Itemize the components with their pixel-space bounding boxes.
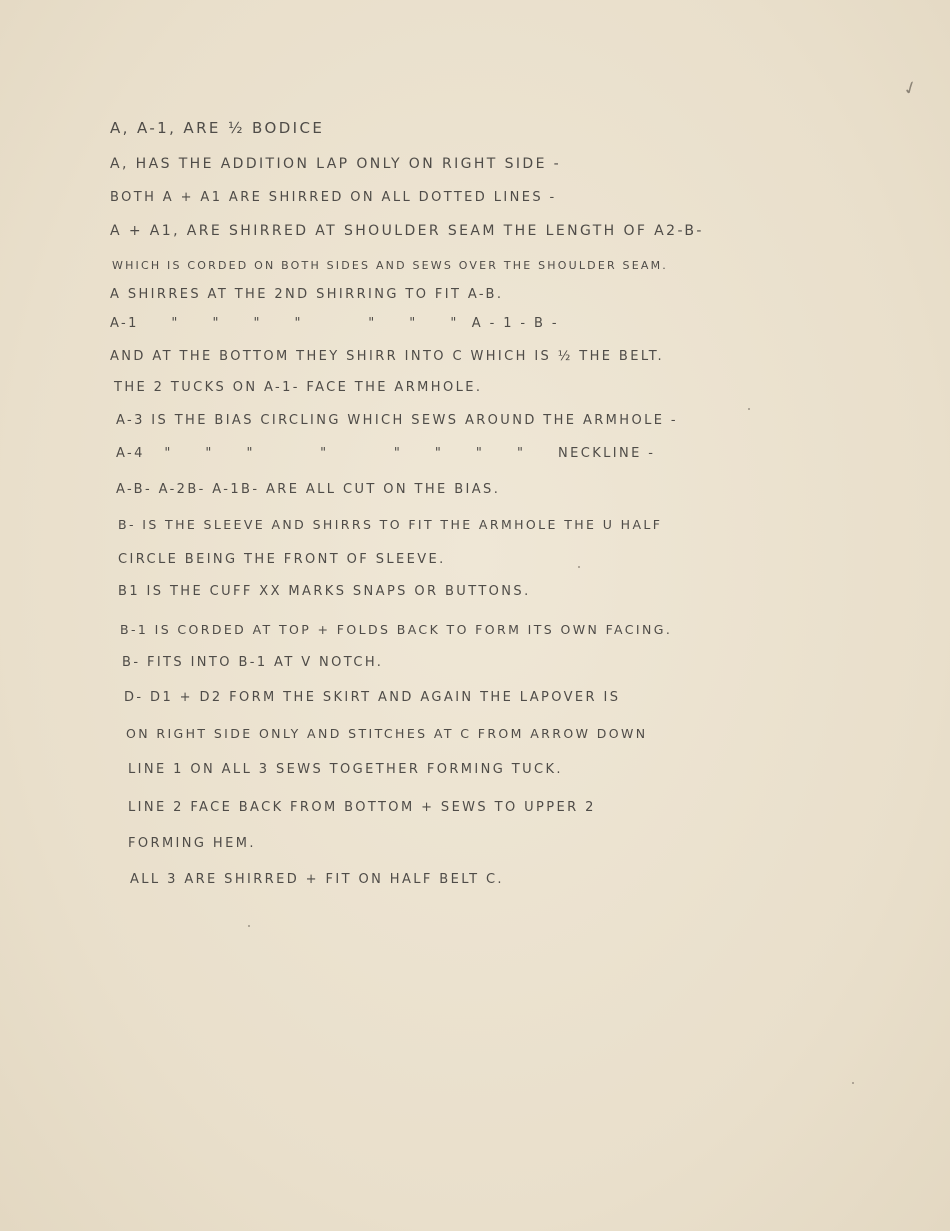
note-line-9: THE 2 TUCKS ON A-1- FACE THE ARMHOLE. — [114, 380, 483, 395]
note-line-13: B- IS THE SLEEVE AND SHIRRS TO FIT THE ARMHOLE THE U HALF — [118, 517, 663, 532]
note-line-5: WHICH IS CORDED ON BOTH SIDES AND SEWS OVER THE SHOULDER SEAM. — [112, 259, 668, 272]
paper-speck — [248, 925, 250, 927]
note-line-14: CIRCLE BEING THE FRONT OF SLEEVE. — [118, 552, 446, 567]
note-line-6: A SHIRRES AT THE 2ND SHIRRING TO FIT A-B. — [110, 287, 504, 302]
note-line-18: D- D1 + D2 FORM THE SKIRT AND AGAIN THE LAPOVER IS — [124, 690, 621, 705]
note-line-4: A + A1, ARE SHIRRED AT SHOULDER SEAM THE LENGTH OF A2-B- — [110, 223, 704, 239]
note-line-7: A-1 " " " " " " " A - 1 - B - — [110, 316, 559, 331]
note-line-3: BOTH A + A1 ARE SHIRRED ON ALL DOTTED LINES - — [110, 190, 557, 205]
note-line-21: LINE 2 FACE BACK FROM BOTTOM + SEWS TO UPPER 2 — [128, 800, 596, 815]
paper-speck — [748, 408, 750, 410]
note-line-10: A-3 IS THE BIAS CIRCLING WHICH SEWS AROUND THE ARMHOLE - — [116, 413, 678, 428]
note-line-22: FORMING HEM. — [128, 836, 256, 851]
note-line-16: B-1 IS CORDED AT TOP + FOLDS BACK TO FORM ITS OWN FACING. — [120, 622, 673, 637]
note-line-12: A-B- A-2B- A-1B- ARE ALL CUT ON THE BIAS. — [116, 482, 501, 497]
note-line-23: ALL 3 ARE SHIRRED + FIT ON HALF BELT C. — [130, 872, 504, 887]
note-line-17: B- FITS INTO B-1 AT V NOTCH. — [122, 655, 384, 670]
check-mark-icon: ✓ — [899, 76, 922, 101]
note-line-19: ON RIGHT SIDE ONLY AND STITCHES AT C FROM ARROW DOWN — [126, 726, 648, 741]
note-line-20: LINE 1 ON ALL 3 SEWS TOGETHER FORMING TUCK. — [128, 762, 563, 777]
paper-speck — [852, 1082, 854, 1084]
note-line-11: A-4 " " " " " " " " NECKLINE - — [116, 446, 656, 461]
note-line-1: A, A-1, ARE ½ BODICE — [110, 119, 325, 137]
note-line-2: A, HAS THE ADDITION LAP ONLY ON RIGHT SIDE - — [110, 156, 562, 172]
paper-speck — [578, 566, 580, 568]
note-line-8: AND AT THE BOTTOM THEY SHIRR INTO C WHICH IS ½ THE BELT. — [110, 349, 665, 364]
note-line-15: B1 IS THE CUFF XX MARKS SNAPS OR BUTTONS. — [118, 584, 531, 599]
